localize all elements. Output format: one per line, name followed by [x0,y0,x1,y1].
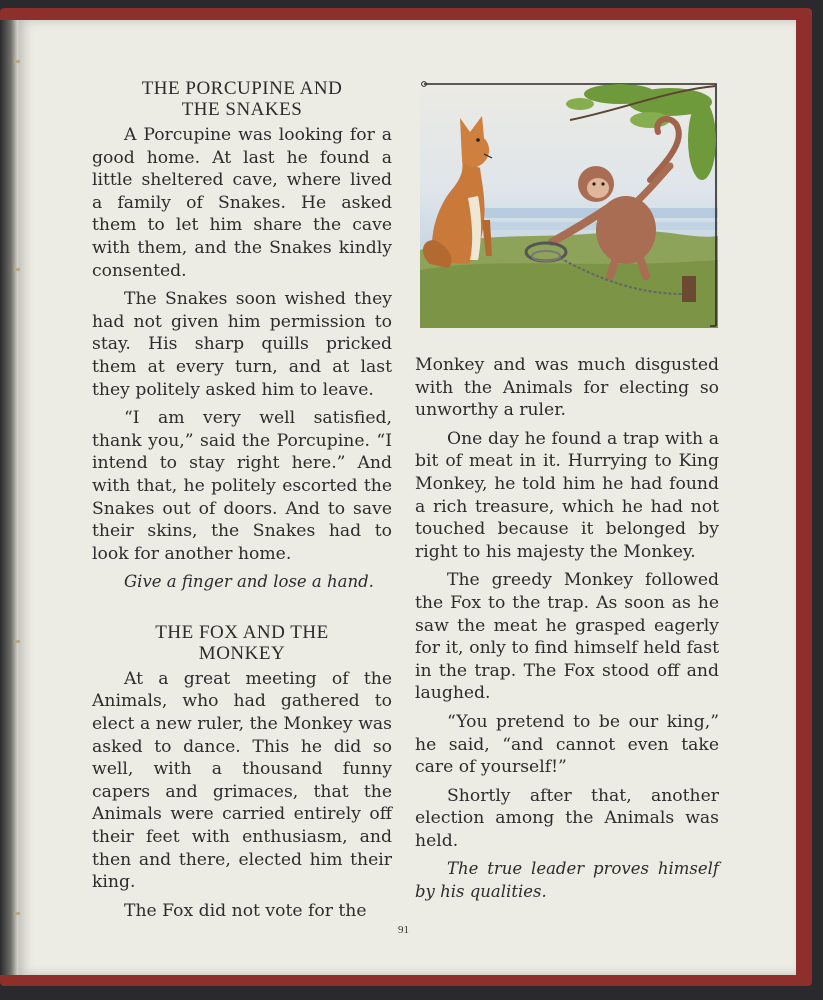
page-spine [0,20,18,975]
paragraph: Monkey and was much disgusted with the Animals for electing so unworthy a ruler. [415,355,719,421]
moral-fox-monkey: The true leader proves himself by his qualities. [415,859,719,902]
binding-stitch [14,912,20,915]
binding-stitch [14,60,20,63]
grass-shadow [420,260,718,328]
page-number: 91 [398,924,409,936]
paragraph: One day he found a trap with a bit of meat in it. Hurrying to King Monkey, he told him he had found a rich treasure, which he had not touched because it belonged by right to his majesty the Monkey. [415,428,719,562]
binding-stitch [14,268,20,271]
right-column [415,354,719,904]
paragraph: A Porcupine was looking for a good home. At last he found a little sheltered cave, where lived a family of Snakes. He asked them to let him share the cave with them, and the Snakes kindly consented. [92,125,392,281]
paragraph: “I am very well satisfied, thank you,” said the Porcupine. “I intend to stay right here.” And with that, he politely escorted the Snakes out of doors. And to save their skins, the Snakes had to look for another home. [92,408,392,564]
paragraph: “You pretend to be our king,” he said, “and cannot even take care of yourself!” [415,711,719,778]
story-title-porcupine [92,78,392,120]
paragraph: At a great meeting of the Animals, who had gathered to elect a new ruler, the Monkey was asked to dance. This he did so well, with a thousand funny capers and grimaces, that the Animals were carried entirely off their feet with enthusiasm, and then and there, elected him their king. [92,668,392,893]
paragraph: The Snakes soon wished they had not given him permission to stay. His sharp quills pricked them at every turn, and at last they politely asked him to leave. [92,289,392,400]
fox-monkey-illustration [420,80,718,328]
story-title-fox-monkey [92,622,392,664]
left-column [92,78,392,922]
title-line: THE PORCUPINE AND [141,78,343,99]
paragraph: The Fox did not vote for the [124,900,367,921]
paragraph: The greedy Monkey followed the Fox to the trap. As soon as he saw the meat he grasped eagerly for it, only to find himself held fast in the trap. The Fox stood off and laughed. [415,570,719,704]
title-line: THE SNAKES [181,99,303,120]
title-line: MONKEY [198,642,286,664]
binding-stitch [14,640,20,643]
paragraph: Shortly after that, another election among the Animals was held. [415,785,719,851]
moral-porcupine: Give a finger and lose a hand. [124,572,374,592]
title-line: THE FOX AND THE [155,621,329,643]
